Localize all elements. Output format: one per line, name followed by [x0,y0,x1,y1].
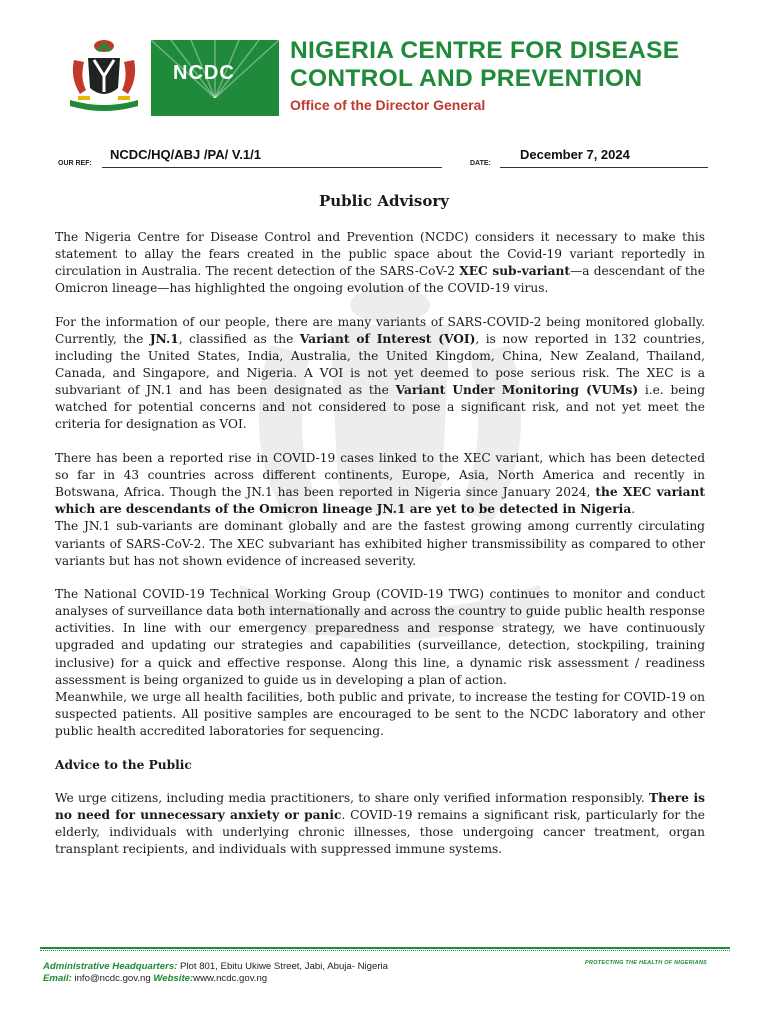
ref-value: NCDC/HQ/ABJ /PA/ V.1/1 [110,147,261,162]
footer-tagline: PROTECTING THE HEALTH OF NIGERIANS [585,960,707,966]
footer-contact: Email: info@ncdc.gov.ng Website:www.ncdc.gov.ng [43,973,268,984]
date-label: DATE: [470,160,491,167]
footer-divider [40,947,730,952]
paragraph-1: The Nigeria Centre for Disease Control and Prevention (NCDC) considers it necessary to make this statement to allay the fears created in the public space about the Covid-19 variant reportedly in circulation in Australia. The recent detection of the SARS-CoV-2 XEC sub-variant—a descendant of the Omicron lineage—has highlighted the ongoing evolution of the COVID-19 virus. [55,230,705,296]
page-title: Public Advisory [318,192,450,210]
date-value: December 7, 2024 [520,147,630,162]
office-title: Office of the Director General [290,97,486,113]
paragraph-4: The JN.1 sub-variants are dominant globally and are the fastest growing among currently circulating variants of SARS-CoV-2. The XEC subvariant has exhibited higher transmissibility as compared to other variants but has not shown evidence of increased severity. [55,519,705,568]
date-underline [500,167,708,168]
coat-of-arms-icon [60,38,148,120]
paragraph-6: Meanwhile, we urge all health facilities, both public and private, to increase the testing for COVID-19 on suspected patients. All positive samples are encouraged to be sent to the NCDC laboratory and other public health accredited laboratories for sequencing. [55,689,705,738]
advisory-body [55,229,705,875]
paragraph-2: For the information of our people, there are many variants of SARS-COVID-2 being monitored globally. Currently, the JN.1, classified as the Variant of Interest (VOI), is now reported in 132 countries, including the United States, India, Australia, the United Kingdom, China, New Zealand, Thailand, Canada, and Singapore, and Nigeria. A VOI is not yet deemed to pose serious risk. The XEC is a subvariant of JN.1 and has been designated as the Variant Under Monitoring (VUMs) i.e. being watched for potential concerns and not considered to pose a significant risk, and not yet meet the criteria for designation as VOI. [55,314,706,432]
footer-address: Administrative Headquarters: Plot 801, Ebitu Ukiwe Street, Jabi, Abuja- Nigeria [43,961,388,972]
website-link[interactable]: www.ncdc.gov.ng [193,973,268,984]
ref-label: OUR REF: [58,160,92,167]
logo-subtitle: NIGERIA CENTRE FOR DISEASE CONTROL AND PREVENTION [151,101,274,112]
advice-heading: Advice to the Public [55,757,192,772]
organization-name: NIGERIA CENTRE FOR DISEASE CONTROL AND PREVENTION [290,37,680,92]
ref-underline [102,167,442,168]
paragraph-5: The National COVID-19 Technical Working Group (COVID-19 TWG) continues to monitor and conduct analyses of surveillance data both internationally and across the country to guide public health response activities. In line with our emergency preparedness and response strategy, we have continuously upgraded and updating our strategies and capabilities (surveillance, detection, stockpiling, training inclusive) for a quick and effective response. Along this line, a dynamic risk assessment / readiness assessment is being organized to guide us in developing a plan of action. [55,587,705,687]
logo-text: NCDC [173,62,235,84]
paragraph-3: There has been a reported rise in COVID-19 cases linked to the XEC variant, which has been detected so far in 43 countries across different continents, Europe, Asia, North America and recently in Botswana, Africa. Though the JN.1 has been reported in Nigeria since January 2024, the XEC variant which are descendants of the Omicron lineage JN.1 are yet to be detected in Nigeria. [55,451,706,517]
paragraph-7: We urge citizens, including media practitioners, to share only verified information responsibly. There is no need for unnecessary anxiety or panic. COVID-19 remains a significant risk, particularly for the elderly, individuals with underlying chronic illnesses, those undergoing cancer treatment, organ transplant recipients, and individuals with suppressed immune systems. [55,791,706,857]
email-link[interactable]: info@ncdc.gov.ng [71,973,154,984]
